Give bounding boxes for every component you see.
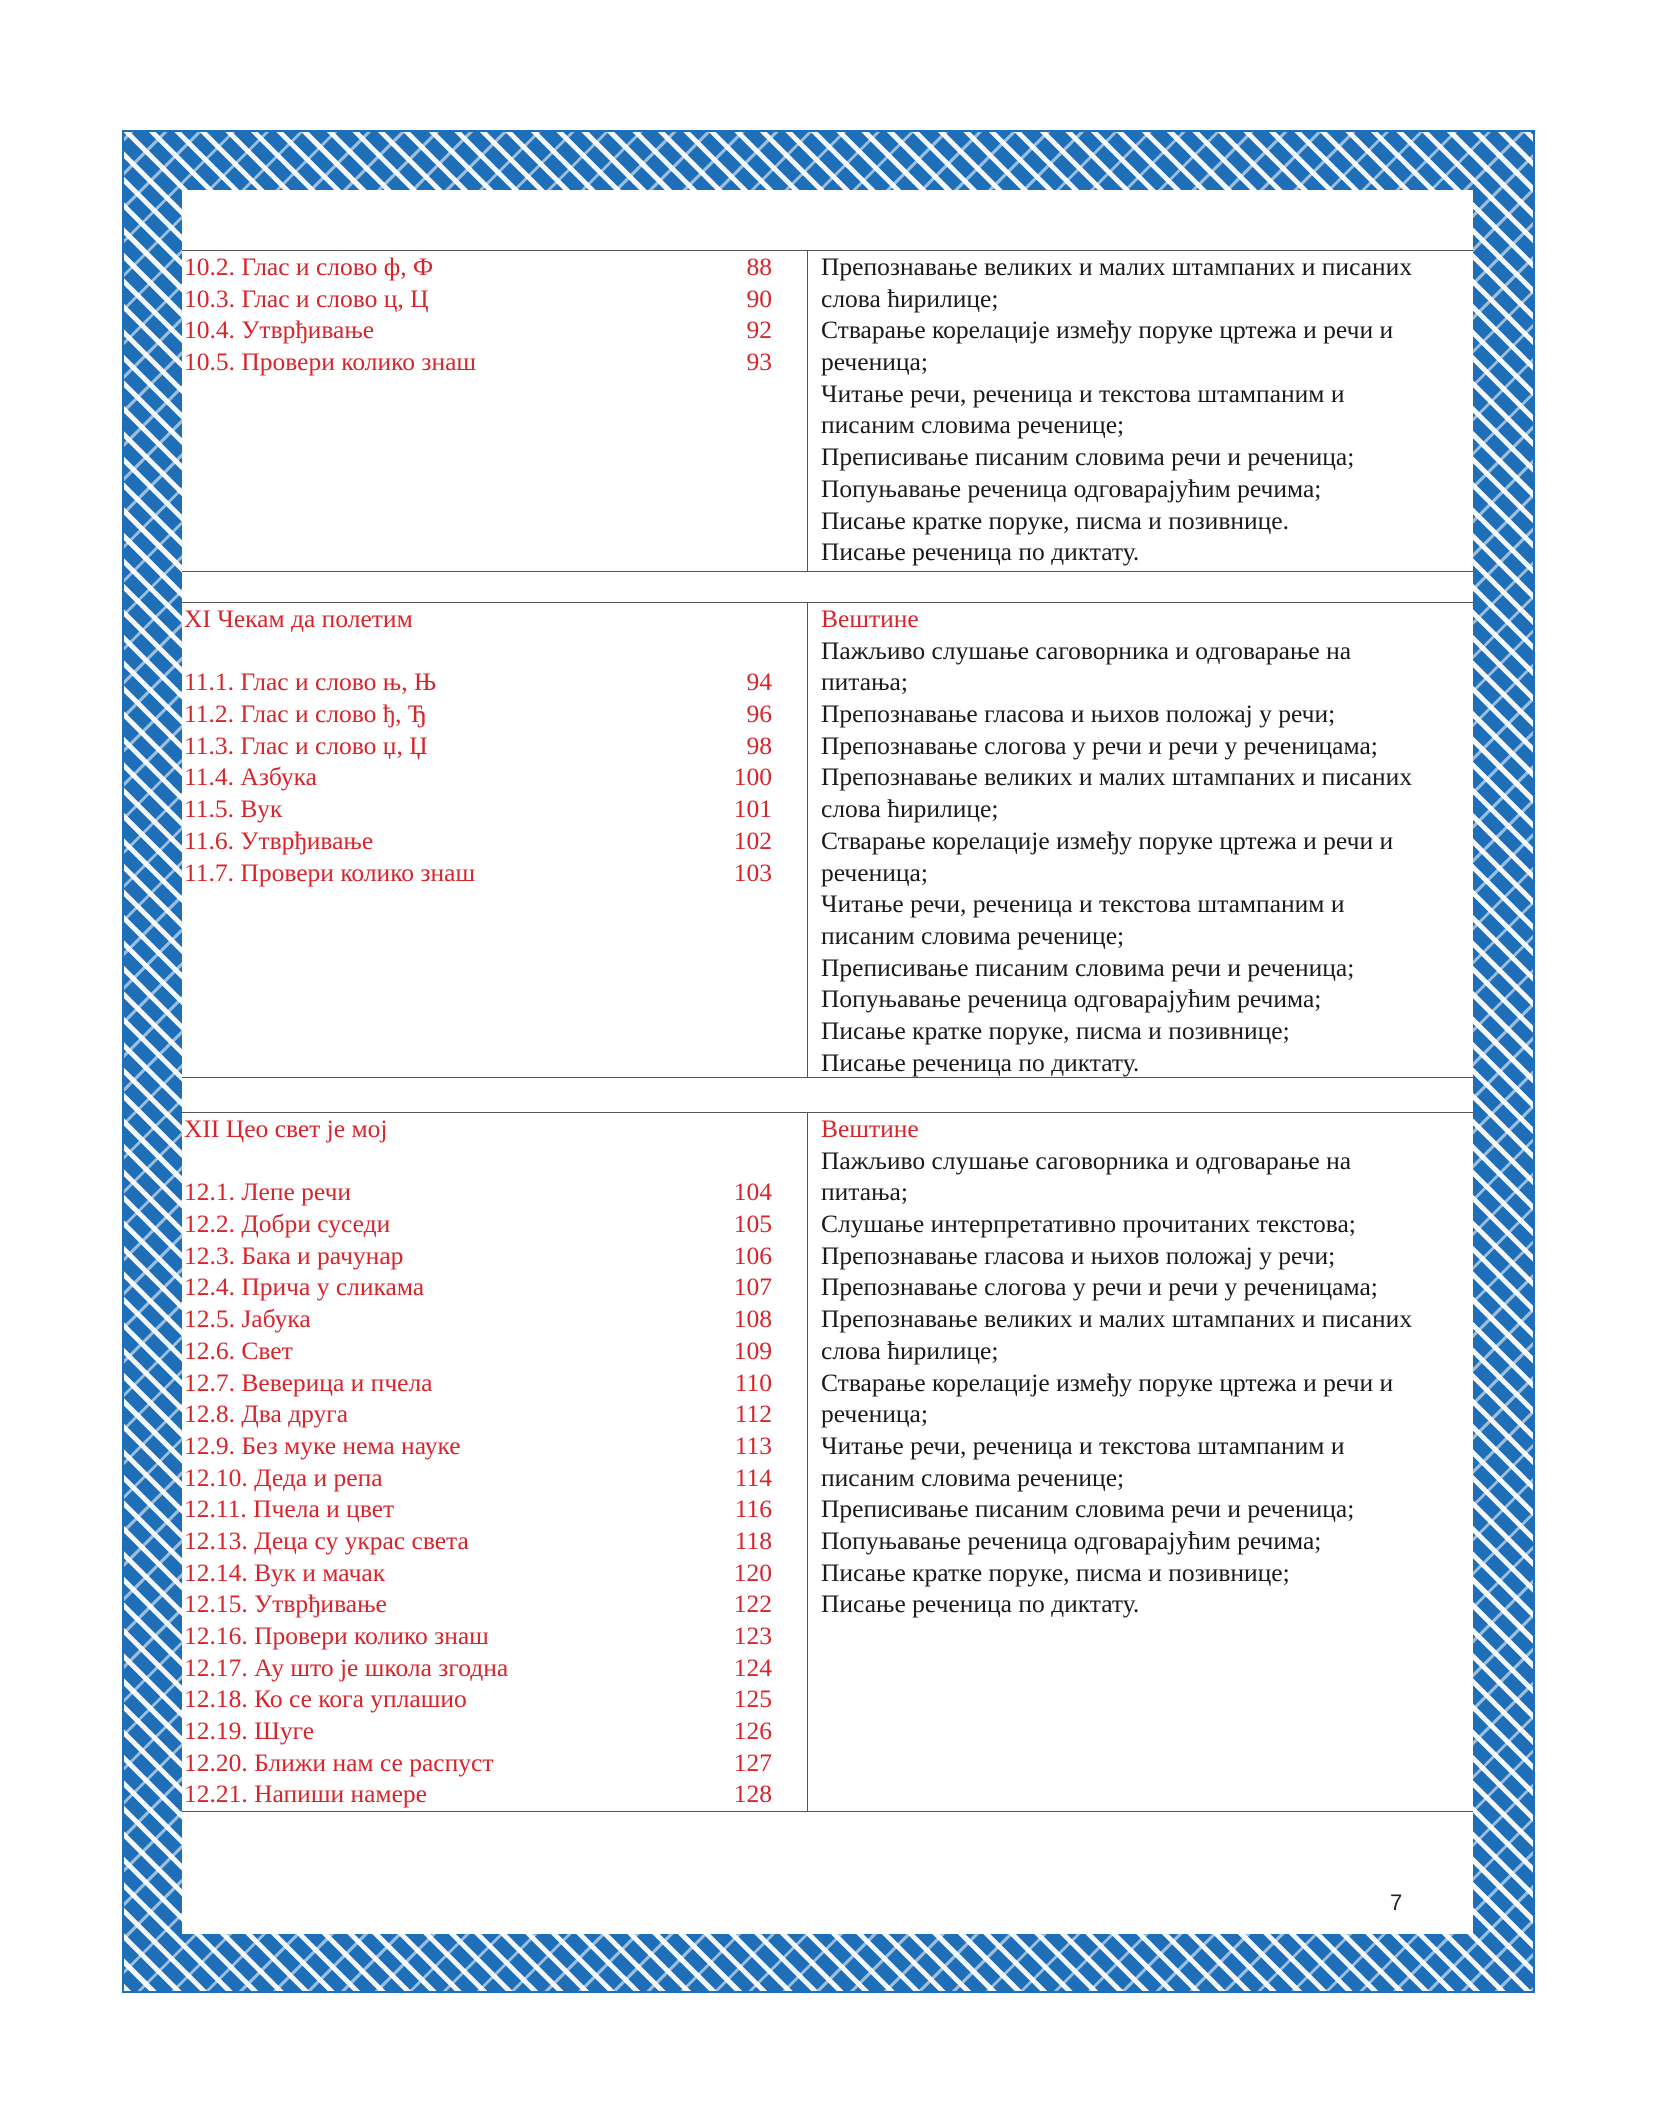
- skill-line: писаним словима реченице;: [821, 1462, 1125, 1492]
- toc-entry: 10.5. Провери колико знаш 93: [184, 347, 772, 377]
- skill-line: Преписивање писаним словима речи и реченица;: [821, 442, 1355, 472]
- skill-line: Препознавање великих и малих штампаних и писаних: [821, 762, 1413, 792]
- skill-line: Стварање корелације између поруке цртежа и речи и: [821, 315, 1394, 345]
- toc-entry: 12.4. Прича у сликама 107: [184, 1272, 772, 1302]
- toc-entry: 10.3. Глас и слово ц, Ц 90: [184, 283, 772, 313]
- toc-section-12: [182, 1112, 1473, 1812]
- skill-line: реченица;: [821, 857, 928, 887]
- toc-entry: 12.13. Деца су украс света 118: [184, 1525, 772, 1555]
- toc-entry: 12.21. Напиши намере 128: [184, 1779, 772, 1809]
- toc-entry: 12.5. Јабука 108: [184, 1304, 772, 1334]
- skill-line: Стварање корелације између поруке цртежа и речи и: [821, 1367, 1394, 1397]
- toc-entry: 12.18. Ко се кога уплашио 125: [184, 1684, 772, 1714]
- skill-line: писаним словима реченице;: [821, 410, 1125, 440]
- skill-line: Пажљиво слушање саговорника и одговарање на: [821, 635, 1352, 665]
- skill-line: Читање речи, реченица и текстова штампаним и: [821, 1430, 1345, 1460]
- skill-line: Писање кратке поруке, писма и позивнице;: [821, 1557, 1290, 1587]
- page-number: 7: [1390, 1890, 1403, 1915]
- skill-line: слова ћирилице;: [821, 794, 999, 824]
- skill-line: Пажљиво слушање саговорника и одговарање на: [821, 1145, 1352, 1175]
- skill-line: Препознавање гласова и њихов положај у речи;: [821, 699, 1336, 729]
- skill-line: Попуњавање реченица одговарајућим речима;: [821, 473, 1322, 503]
- skill-line: Попуњавање реченица одговарајућим речима;: [821, 984, 1322, 1014]
- toc-entry: 11.5. Вук 101: [184, 794, 772, 824]
- toc-entry: 12.2. Добри суседи 105: [184, 1209, 772, 1239]
- toc-entry: 12.19. Шуге 126: [184, 1716, 772, 1746]
- toc-section-11: [182, 602, 1473, 1078]
- skills-heading: Вештине: [821, 604, 919, 633]
- skill-line: Слушање интерпретативно прочитаних текстова;: [821, 1209, 1356, 1239]
- skill-line: Преписивање писаним словима речи и реченица;: [821, 952, 1355, 982]
- toc-entry: 11.6. Утврђивање 102: [184, 825, 772, 855]
- skill-line: Преписивање писаним словима речи и реченица;: [821, 1494, 1355, 1524]
- unit-title: XII Цео свет је мој: [184, 1114, 388, 1143]
- skill-line: писаним словима реченице;: [821, 920, 1125, 950]
- toc-entry: 12.1. Лепе речи 104: [184, 1177, 772, 1207]
- toc-entry: 10.4. Утврђивање 92: [184, 315, 772, 345]
- skill-line: Стварање корелације између поруке цртежа и речи и: [821, 825, 1394, 855]
- toc-entry: 12.11. Пчела и цвет 116: [184, 1494, 772, 1524]
- skill-line: питања;: [821, 1177, 908, 1207]
- toc-entry: 10.2. Глас и слово ф, Ф 88: [184, 252, 772, 281]
- skill-line: Писање кратке поруке, писма и позивнице;: [821, 1015, 1290, 1045]
- toc-entry: 11.7. Провери колико знаш 103: [184, 857, 772, 887]
- toc-entry: 12.15. Утврђивање 122: [184, 1589, 772, 1619]
- toc-entry: 12.20. Ближи нам се распуст 127: [184, 1747, 772, 1777]
- skills-heading: Вештине: [821, 1114, 919, 1143]
- skills-list: [809, 603, 1473, 1077]
- toc-entry: 12.3. Бака и рачунар 106: [184, 1240, 772, 1270]
- skill-line: Препознавање гласова и њихов положај у речи;: [821, 1240, 1336, 1270]
- toc-entry: 12.17. Ау што је школа згодна 124: [184, 1652, 772, 1682]
- skill-line: Писање реченица по диктату.: [821, 1047, 1140, 1077]
- toc-entry: 12.16. Провери колико знаш 123: [184, 1621, 772, 1650]
- toc-entry: 12.9. Без муке нема науке 113: [184, 1430, 772, 1460]
- toc-entry: 12.6. Свет 109: [184, 1335, 772, 1365]
- toc-entry: 11.1. Глас и слово њ, Њ 94: [184, 667, 772, 697]
- skill-line: Читање речи, реченица и текстова штампаним и: [821, 378, 1345, 408]
- skills-list: [809, 1113, 1473, 1811]
- toc-entry: 12.14. Вук и мачак 120: [184, 1557, 772, 1587]
- toc-entry: 11.3. Глас и слово џ, Џ 98: [184, 730, 772, 760]
- skill-line: Препознавање великих и малих штампаних и писаних: [821, 252, 1413, 281]
- skill-line: Писање кратке поруке, писма и позивнице.: [821, 505, 1289, 535]
- toc-entry: 12.7. Веверица и пчела 110: [184, 1367, 772, 1397]
- skill-line: реченица;: [821, 1399, 928, 1429]
- skills-list: [809, 251, 1473, 571]
- toc-entry: 11.2. Глас и слово ђ, Ђ 96: [184, 699, 772, 729]
- skill-line: слова ћирилице;: [821, 283, 999, 313]
- toc-entry: 12.8. Два друга 112: [184, 1399, 772, 1429]
- skill-line: реченица;: [821, 347, 928, 377]
- skill-line: Писање реченица по диктату.: [821, 537, 1140, 567]
- unit-title: XI Чекам да полетим: [184, 604, 413, 633]
- skill-line: питања;: [821, 667, 908, 697]
- toc-entry: 11.4. Азбука 100: [184, 762, 772, 792]
- skill-line: Препознавање великих и малих штампаних и писаних: [821, 1304, 1413, 1334]
- skill-line: Попуњавање реченица одговарајућим речима;: [821, 1525, 1322, 1555]
- toc-section-10: [182, 250, 1473, 572]
- toc-entry: 12.10. Деда и репа 114: [184, 1462, 772, 1492]
- skill-line: слова ћирилице;: [821, 1335, 999, 1365]
- lesson-list: [182, 251, 808, 571]
- lesson-list: [182, 603, 808, 1077]
- skill-line: Читање речи, реченица и текстова штампаним и: [821, 889, 1345, 919]
- lesson-list: [182, 1113, 808, 1811]
- skill-line: Писање реченица по диктату.: [821, 1589, 1140, 1619]
- skill-line: Препознавање слогова у речи и речи у реченицама;: [821, 730, 1378, 760]
- skill-line: Препознавање слогова у речи и речи у реченицама;: [821, 1272, 1378, 1302]
